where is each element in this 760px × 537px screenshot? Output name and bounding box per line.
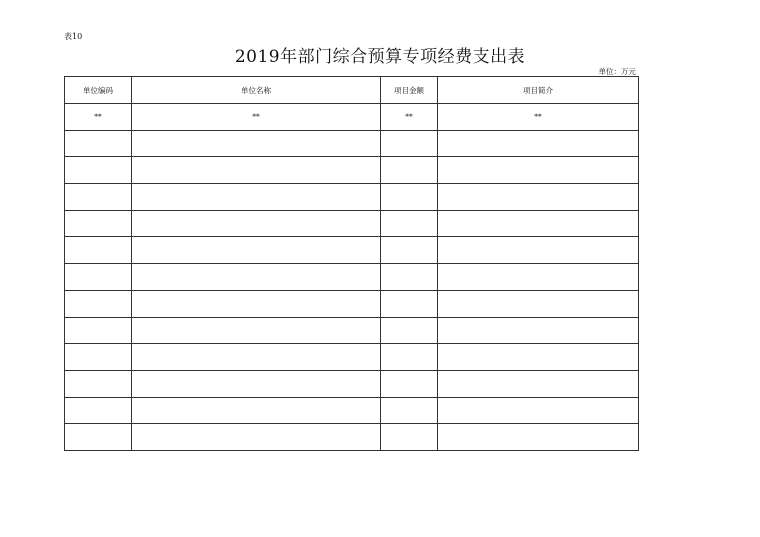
table-number: 表10 — [64, 32, 83, 41]
table-cell — [65, 344, 132, 371]
table-cell — [438, 424, 639, 451]
table-row — [65, 397, 639, 424]
table-cell — [381, 397, 438, 424]
table-cell — [132, 290, 381, 317]
table-row — [65, 317, 639, 344]
table-cell — [132, 210, 381, 237]
table-cell — [438, 184, 639, 211]
expenditure-table — [64, 76, 639, 451]
table-cell — [65, 397, 132, 424]
unit-label: 单位：万元 — [598, 67, 636, 76]
table-cell — [132, 344, 381, 371]
table-row — [65, 344, 639, 371]
table-cell — [381, 344, 438, 371]
column-header-unit-code: 单位编码 — [65, 77, 132, 104]
table-row — [65, 184, 639, 211]
table-cell — [65, 184, 132, 211]
table-cell — [132, 317, 381, 344]
table-cell — [65, 157, 132, 184]
table-cell — [438, 397, 639, 424]
table-cell — [381, 264, 438, 291]
table-cell — [132, 157, 381, 184]
column-header-project-amount: 项目金额 — [381, 77, 438, 104]
table-cell — [438, 157, 639, 184]
table-cell — [438, 210, 639, 237]
table-body — [65, 104, 639, 451]
table-cell: ** — [65, 104, 132, 131]
table-row — [65, 370, 639, 397]
table-cell — [65, 210, 132, 237]
table-cell — [381, 210, 438, 237]
table-cell — [381, 424, 438, 451]
table-row — [65, 157, 639, 184]
table-cell — [381, 184, 438, 211]
table-cell — [132, 130, 381, 157]
table-row — [65, 130, 639, 157]
table-cell — [438, 370, 639, 397]
header-row — [65, 77, 639, 104]
table-cell — [65, 424, 132, 451]
table-cell — [438, 317, 639, 344]
table-cell — [65, 290, 132, 317]
page-title: 2019年部门综合预算专项经费支出表 — [234, 47, 526, 67]
table-cell: ** — [132, 104, 381, 131]
table-cell — [438, 237, 639, 264]
column-header-project-summary: 项目简介 — [438, 77, 639, 104]
table-cell — [438, 290, 639, 317]
table-cell — [381, 370, 438, 397]
table-cell — [132, 184, 381, 211]
table-cell — [381, 290, 438, 317]
table-row — [65, 290, 639, 317]
table-cell — [438, 130, 639, 157]
table-cell — [132, 237, 381, 264]
table-cell — [65, 370, 132, 397]
table-cell — [438, 344, 639, 371]
table-cell — [65, 130, 132, 157]
table-cell — [65, 264, 132, 291]
table-row — [65, 104, 639, 131]
table-cell — [381, 237, 438, 264]
table-row — [65, 264, 639, 291]
table-cell: ** — [381, 104, 438, 131]
table-cell — [381, 317, 438, 344]
table-cell — [438, 264, 639, 291]
table-cell — [132, 397, 381, 424]
table-row — [65, 210, 639, 237]
table-row — [65, 424, 639, 451]
table-cell — [132, 370, 381, 397]
table-cell — [132, 424, 381, 451]
table-cell — [381, 130, 438, 157]
column-header-unit-name: 单位名称 — [132, 77, 381, 104]
table-cell — [65, 317, 132, 344]
table-cell — [65, 237, 132, 264]
table-row — [65, 237, 639, 264]
table-cell — [132, 264, 381, 291]
table-cell — [381, 157, 438, 184]
table-cell: ** — [438, 104, 639, 131]
